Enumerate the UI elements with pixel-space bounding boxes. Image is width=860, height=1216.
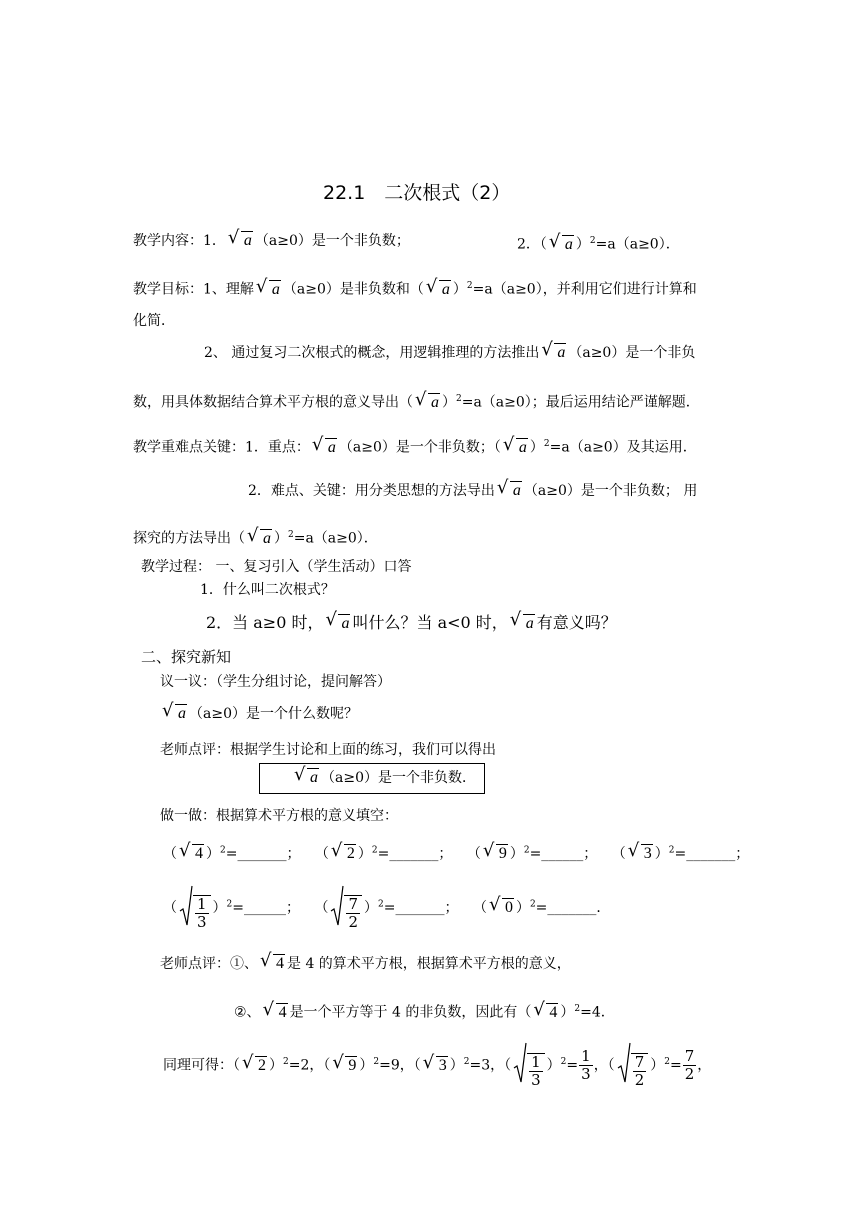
sqrt-a: √ a — [325, 613, 350, 634]
text: （a≥0）是一个什么数呢？ — [189, 706, 358, 722]
process-heading: 教学过程： 一、复习引入（学生活动）口答 — [141, 559, 412, 575]
teaching-content-line — [133, 231, 410, 251]
teaching-content-line-2 — [517, 231, 680, 255]
text: =a（a≥0）． — [595, 236, 680, 253]
sqrt-one-third: $\frac{1}{3}$ — [513, 1042, 545, 1089]
text: ） — [274, 530, 288, 547]
text: 2．当 a≥0 时， — [206, 613, 324, 632]
superscript: 2 — [456, 394, 462, 404]
exercise-row-1 — [163, 840, 749, 864]
exercise-heading: 做一做：根据算术平方根的意义填空： — [160, 808, 398, 824]
item: （√ 4 ）$^2$=_______； — [163, 846, 300, 862]
text: ） — [575, 236, 590, 253]
discuss-line: 议一议：（学生分组讨论，提问解答） — [160, 674, 391, 690]
text: 是 4 的算术平方根，根据算术平方根的意义， — [287, 956, 571, 972]
sqrt-a: √ a — [503, 438, 528, 458]
similarly-line: 同理可得：（√ 2 ）$^2$=2，（√ 9 ）$^2$=9，（√ 3 ）$^2$=3，（ $\frac{1}{3}$ ）$^2$= $\frac{1}{3}$ ，（ $\frac{7}{2}$ ）$^2$= $\frac{7}{2}$ ， — [163, 1041, 711, 1089]
text: 教学重难点关键：1．重点： — [133, 439, 310, 456]
sqrt-a: √ a — [247, 529, 272, 549]
sqrt-a: √ a — [162, 704, 187, 724]
text: =a（a≥0）． — [293, 530, 378, 547]
superscript: 2 — [589, 236, 596, 246]
sqrt-a: √ a — [256, 280, 281, 300]
teacher-comment-1: 老师点评：根据学生讨论和上面的练习，我们可以得出 — [160, 742, 496, 758]
text: =a（a≥0），并利用它们进行计算和 — [472, 281, 697, 298]
item: （√ 0 ）$^2$=_______． — [473, 900, 610, 916]
difficulty-line — [248, 481, 697, 501]
teaching-goal-line — [133, 276, 697, 300]
teaching-goal-item-2-cont — [133, 389, 700, 413]
text: =4． — [580, 1004, 615, 1021]
sqrt-4: √ 4 — [179, 844, 204, 864]
conclusion-text — [292, 768, 476, 788]
text: （a≥0）是一个非负数． — [321, 770, 476, 786]
text: ②、 — [234, 1004, 261, 1021]
item: （√ 3 ）$^2$=_______； — [612, 846, 749, 862]
sqrt-2: √ 2 — [242, 1045, 267, 1087]
text: 2．（ — [517, 236, 547, 253]
sqrt-seven-halves: $\frac{7}{2}$ — [617, 1042, 649, 1089]
item: （ $\frac{1}{3}$ ）$^2$=______； — [163, 900, 300, 916]
sqrt-seven-halves: $\frac{7}{2}$ — [330, 885, 362, 931]
text: （a≥0）是一个非负数； — [254, 233, 410, 249]
text: ） — [442, 394, 456, 411]
sqrt-9: √ 9 — [332, 1045, 357, 1087]
sqrt-a: √ a — [426, 280, 451, 300]
fraction-seven-halves: $\frac{7}{2}$ — [684, 1047, 695, 1084]
fraction-one-third: $\frac{1}{3}$ — [581, 1047, 591, 1084]
difficulty-line-cont — [133, 525, 378, 549]
sqrt-4: √ 4 — [263, 1003, 288, 1023]
text: ） — [560, 1004, 575, 1021]
sqrt-9: √ 9 — [483, 844, 508, 864]
text: （a≥0）是一个非负数； 用 — [523, 483, 698, 499]
text: 教学目标：1、理解 — [133, 281, 254, 298]
sqrt-0: √ 0 — [489, 888, 514, 928]
text: =a（a≥0）；最后运用结论严谨解题． — [461, 394, 700, 411]
item: （√ 2 ）$^2$=_______； — [315, 846, 452, 862]
text: ） — [529, 439, 544, 456]
text: 是一个平方等于 4 的非负数，因此有（ — [289, 1004, 532, 1021]
sqrt-a: √ a — [312, 438, 337, 458]
sqrt-4: √ 4 — [260, 954, 285, 974]
question-2 — [206, 613, 617, 634]
sqrt-a: √ a — [228, 231, 253, 251]
superscript: 2 — [288, 530, 294, 540]
key-points-line — [133, 434, 697, 458]
text: 2、 通过复习二次根式的概念，用逻辑推理的方法推出 — [204, 345, 540, 361]
superscript: 2 — [543, 439, 550, 449]
item-number: 1． — [203, 233, 226, 249]
label-teaching-content: 教学内容： — [133, 233, 203, 249]
text: 老师点评：①、 — [160, 956, 258, 972]
sqrt-3: √ 3 — [423, 1045, 448, 1087]
superscript: 2 — [466, 281, 473, 291]
teaching-goal-item-2 — [204, 343, 695, 363]
sqrt-a: √ a — [549, 235, 574, 255]
item: （ $\frac{7}{2}$ ）$^2$=_______； — [314, 900, 458, 916]
teacher-comment-2 — [160, 954, 571, 974]
text: 探究的方法导出（ — [133, 530, 245, 547]
text: =a（a≥0）及其运用． — [549, 439, 697, 456]
item: （√ 9 ）$^2$=______； — [467, 846, 597, 862]
text: 有意义吗？ — [536, 613, 617, 632]
text: （a≥0）是非负数和（ — [282, 281, 424, 298]
text: 同理可得：（ — [163, 1057, 240, 1074]
teaching-goal-line-cont: 化简． — [133, 313, 175, 329]
sqrt-a: √ a — [510, 613, 535, 634]
text: ） — [452, 281, 467, 298]
sqrt-a: √ a — [294, 768, 319, 788]
text: 叫什么？当 a<0 时， — [352, 613, 508, 632]
sqrt-a: √ a — [497, 481, 522, 501]
question-1: 1．什么叫二次根式？ — [200, 582, 335, 598]
sqrt-2: √ 2 — [331, 844, 356, 864]
sqrt-a: √ a — [415, 393, 440, 413]
sqrt-4: √ 4 — [533, 1003, 558, 1023]
text: 数，用具体数据结合算术平方根的意义导出（ — [133, 394, 413, 411]
page-title: 22.1 二次根式（2） — [323, 182, 511, 204]
exercise-row-2 — [163, 884, 610, 931]
text: （a≥0）是一个非负数；（ — [338, 439, 501, 456]
section-heading-explore: 二、探究新知 — [141, 648, 232, 666]
question-line — [160, 704, 358, 724]
sqrt-one-third: $\frac{1}{3}$ — [179, 885, 211, 931]
sqrt-a: √ a — [541, 343, 566, 363]
text: （a≥0）是一个非负 — [568, 345, 696, 361]
teacher-comment-3: ②、√ 4 是一个平方等于 4 的非负数，因此有（√ 4 ）$^2$=4． — [234, 999, 615, 1023]
text: 2．难点、关键：用分类思想的方法导出 — [248, 483, 495, 499]
sqrt-3: √ 3 — [628, 844, 653, 864]
